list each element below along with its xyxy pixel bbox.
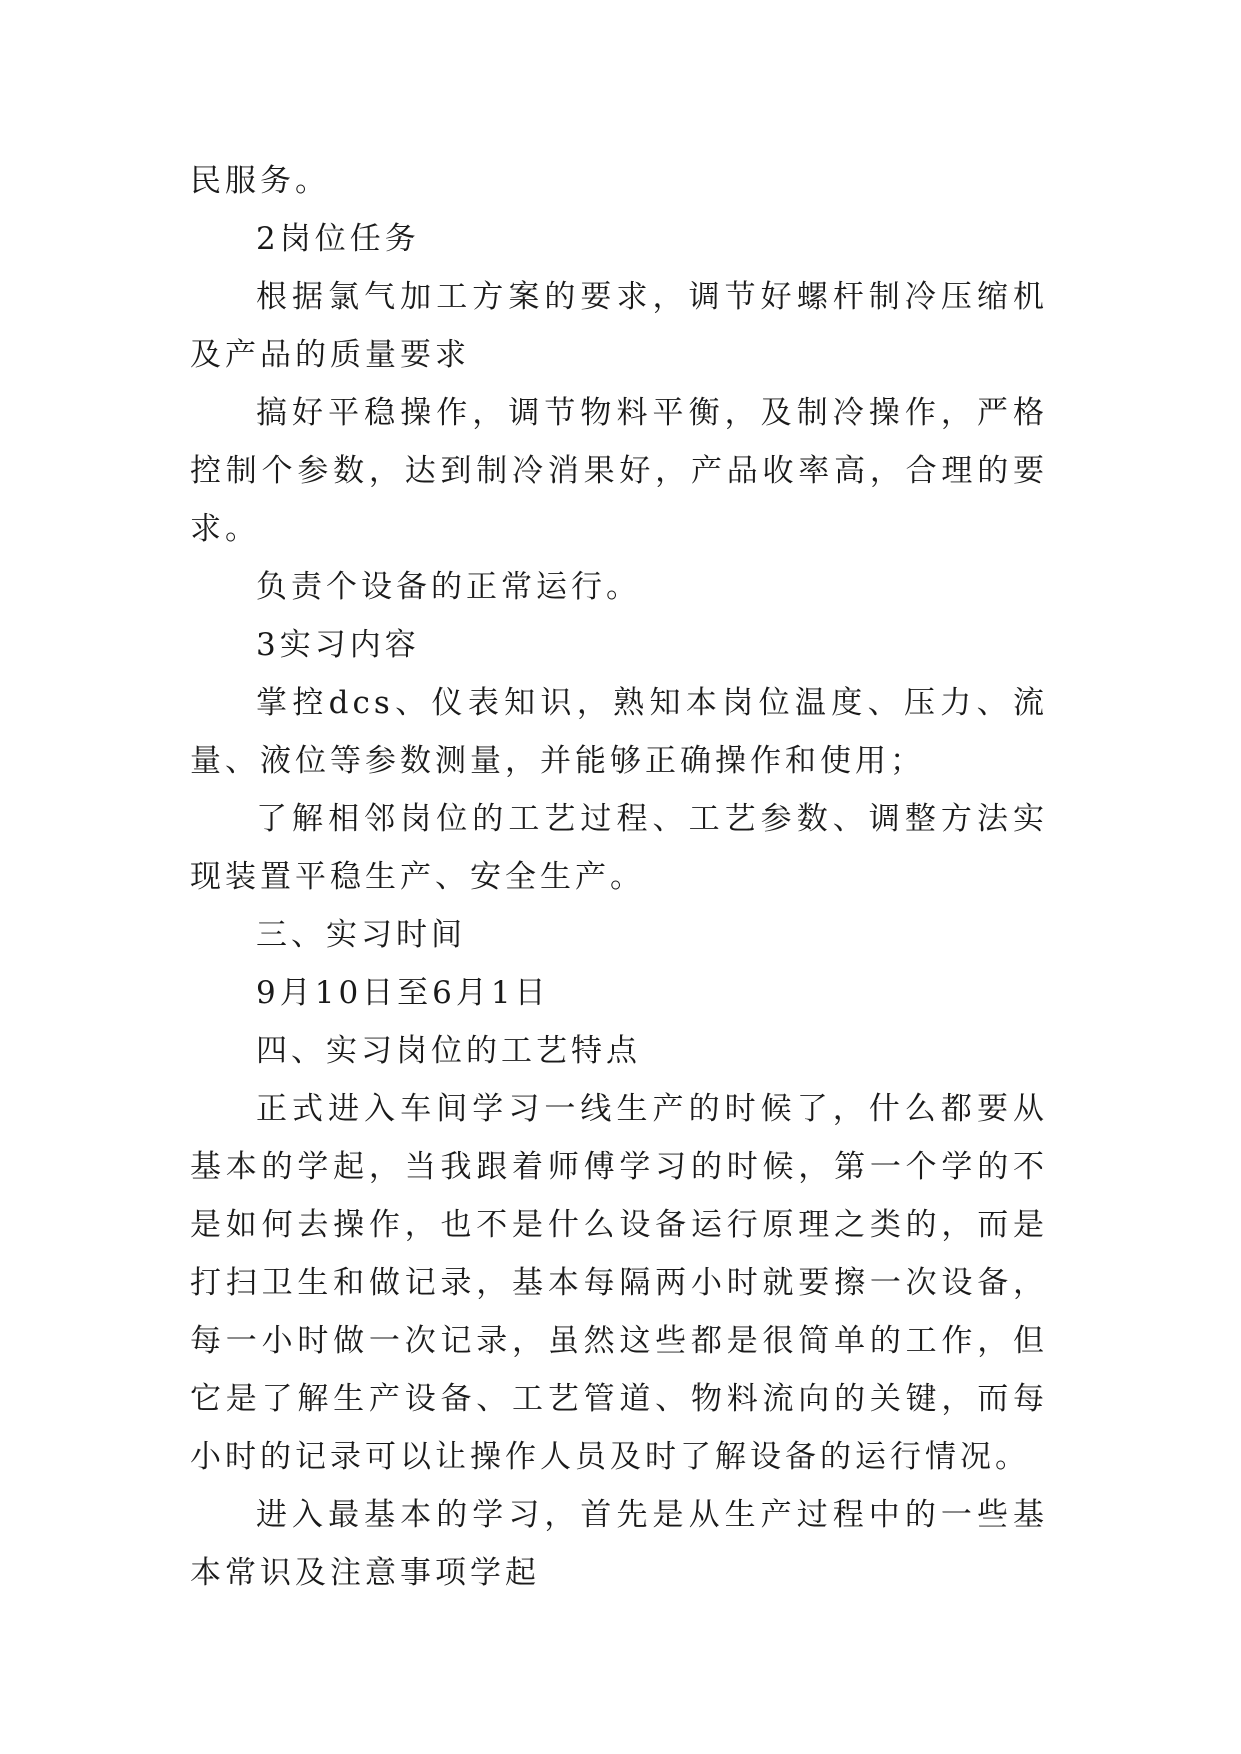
paragraph: 正式进入车间学习一线生产的时候了，什么都要从基本的学起，当我跟着师傅学习的时候，第一个学的不是如何去操作，也不是什么设备运行原理之类的，而是打扫卫生和做记录，基本每隔两小时就要擦一次设备，每一小时做一次记录，虽然这些都是很简单的工作，但它是了解生产设备、工艺管道、物料流向的关键，而每小时的记录可以让操作人员及时了解设备的运行情况。 xyxy=(190,1091,1048,1475)
heading-process-features: 四、实习岗位的工艺特点 xyxy=(256,1033,641,1069)
heading-job-tasks: 2岗位任务 xyxy=(256,221,420,257)
heading-internship-time: 三、实习时间 xyxy=(256,917,466,953)
paragraph-date-range: 9月10日至6月1日 xyxy=(256,975,550,1011)
paragraph-continuation: 民服务。 xyxy=(190,163,330,199)
paragraph: 负责个设备的正常运行。 xyxy=(256,569,641,605)
paragraph: 进入最基本的学习，首先是从生产过程中的一些基本常识及注意事项学起 xyxy=(190,1497,1048,1591)
paragraph: 根据氯气加工方案的要求，调节好螺杆制冷压缩机及产品的质量要求 xyxy=(190,279,1048,373)
document-body xyxy=(190,152,1048,1602)
paragraph: 搞好平稳操作，调节物料平衡，及制冷操作，严格控制个参数，达到制冷消果好，产品收率高，合理的要求。 xyxy=(190,395,1048,547)
paragraph: 掌控dcs、仪表知识，熟知本岗位温度、压力、流量、液位等参数测量，并能够正确操作和使用； xyxy=(190,685,1048,779)
paragraph: 了解相邻岗位的工艺过程、工艺参数、调整方法实现装置平稳生产、安全生产。 xyxy=(190,801,1048,895)
heading-internship-content: 3实习内容 xyxy=(256,627,420,663)
